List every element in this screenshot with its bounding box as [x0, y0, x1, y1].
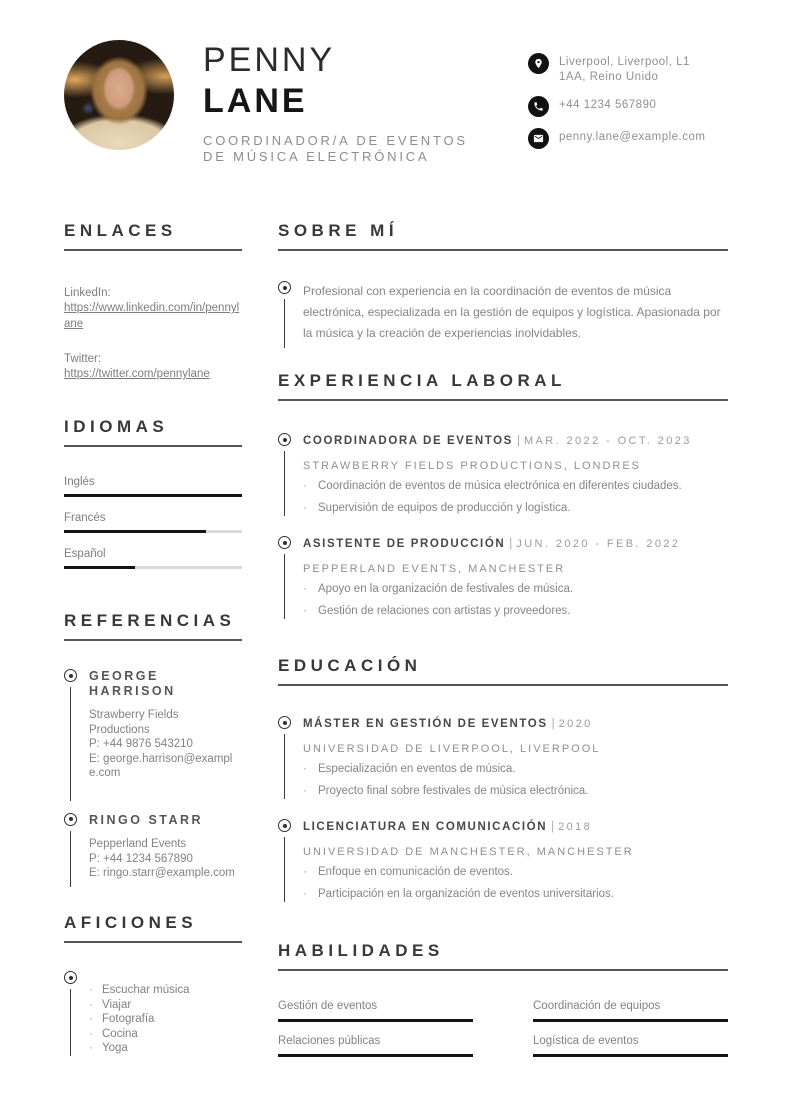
title-separator: |: [509, 538, 513, 550]
job-company: PEPPERLAND EVENTS, MANCHESTER: [303, 563, 566, 575]
bullet-text: Participación en la organización de eventos universitarios.: [318, 888, 614, 900]
circle-dot-icon: [278, 281, 291, 294]
reference-org: Strawberry Fields Productions: [89, 709, 179, 736]
section-heading-enlaces: ENLACES: [64, 221, 177, 240]
timeline-line: [70, 687, 72, 801]
bullet-column: [64, 971, 77, 1056]
bullet-dot: ·: [303, 480, 307, 492]
bullet-dot: ·: [303, 763, 307, 775]
job-title: [203, 133, 468, 164]
bullet-column: [278, 433, 291, 516]
language-row: [64, 511, 242, 533]
job-company: STRAWBERRY FIELDS PRODUCTIONS, LONDRES: [303, 460, 642, 472]
reference-email: E: ringo.starr@example.com: [89, 867, 235, 880]
skill-bar-track: [278, 1054, 473, 1057]
section-rule: [64, 445, 242, 447]
section-rule: [64, 639, 242, 641]
bullet-text: Supervisión de equipos de producción y logística.: [318, 502, 571, 514]
circle-dot-icon: [278, 433, 291, 446]
section-educacion: [278, 655, 728, 922]
circle-dot-icon: [64, 971, 77, 984]
first-name: PENNY: [203, 41, 336, 79]
skill-item: [533, 999, 728, 1022]
timeline-line: [284, 837, 286, 902]
skill-name: Gestión de eventos: [278, 1000, 378, 1012]
linkedin-link[interactable]: https://www.linkedin.com/in/pennylane: [64, 302, 240, 330]
bullet-column: [278, 536, 291, 619]
location-text: Liverpool, Liverpool, L1 1AA, Reino Unido: [559, 56, 690, 83]
last-name: LANE: [203, 82, 308, 120]
bullet-dot: ·: [303, 866, 307, 878]
skill-grid: [278, 999, 728, 1057]
hobby-line: [89, 1012, 242, 1027]
section-heading-educacion: EDUCACIÓN: [278, 656, 422, 675]
entry-bullet: [303, 604, 728, 619]
hobby-line: [89, 1027, 242, 1042]
circle-dot-icon: [278, 716, 291, 729]
reference-phone: P: +44 1234 567890: [89, 852, 193, 865]
email-text: penny.lane@example.com: [559, 131, 706, 143]
degree-school: UNIVERSIDAD DE LIVERPOOL, LIVERPOOL: [303, 743, 601, 755]
language-row: [64, 547, 242, 569]
circle-dot-icon: [64, 813, 77, 826]
circle-dot-icon: [278, 536, 291, 549]
entry-bullet: [303, 865, 728, 880]
section-referencias: [64, 610, 242, 899]
degree-dates: 2018: [558, 821, 593, 833]
timeline-line: [284, 451, 286, 516]
section-idiomas: [64, 416, 242, 583]
entry-bullet: [303, 762, 728, 777]
bullet-dot: ·: [89, 998, 93, 1011]
name-block: [203, 38, 468, 164]
hobbies-item: [64, 971, 242, 1056]
section-rule: [64, 941, 242, 943]
section-rule: [278, 249, 728, 251]
degree-title: LICENCIATURA EN COMUNICACIÓN: [303, 821, 548, 833]
entry-title-row: [303, 536, 728, 552]
language-name: Inglés: [64, 476, 95, 488]
skill-item: [278, 1034, 473, 1057]
entry-title-row: [303, 716, 728, 732]
email-icon: [528, 128, 549, 149]
job-title-line1: COORDINADOR/A DE EVENTOS: [203, 133, 468, 148]
job-title-line2: DE MÚSICA ELECTRÓNICA: [203, 148, 430, 164]
link-label: Twitter:: [64, 353, 102, 365]
education-entry: [278, 716, 728, 799]
hobby-text: Viajar: [102, 998, 132, 1011]
degree-dates: 2020: [558, 718, 593, 730]
reference-name: GEORGE HARRISON: [89, 669, 176, 698]
skill-item: [533, 1034, 728, 1057]
title-separator: |: [551, 821, 555, 833]
job-position: ASISTENTE DE PRODUCCIÓN: [303, 538, 506, 550]
entry-title-row: [303, 819, 728, 835]
reference-details: [89, 837, 241, 887]
bullet-dot: ·: [89, 1042, 93, 1055]
reference-email: E: george.harrison@example.com: [89, 752, 233, 780]
experience-entry: [278, 536, 728, 619]
about-item: [278, 281, 728, 348]
entry-title-row: [303, 433, 728, 449]
skill-item: [278, 999, 473, 1022]
bullet-text: Enfoque en comunicación de eventos.: [318, 866, 513, 878]
entry-bullets: [303, 762, 728, 799]
title-separator: |: [551, 718, 555, 730]
skill-bar-track: [533, 1019, 728, 1022]
hobby-text: Yoga: [102, 1042, 128, 1055]
section-heading-sobre-mi: SOBRE MÍ: [278, 221, 399, 240]
language-row: [64, 475, 242, 497]
reference-phone: P: +44 9876 543210: [89, 738, 193, 751]
skill-bar-fill: [533, 1054, 728, 1057]
phone-text: +44 1234 567890: [559, 99, 657, 111]
hobby-list: [89, 983, 242, 1056]
language-bar-track: [64, 566, 242, 569]
link-item-twitter: [64, 352, 242, 383]
bullet-dot: ·: [303, 583, 307, 595]
bullet-dot: ·: [303, 502, 307, 514]
bullet-column: [64, 813, 77, 887]
entry-bullet: [303, 582, 728, 597]
section-rule: [278, 684, 728, 686]
section-enlaces: [64, 220, 242, 383]
language-bar-track: [64, 494, 242, 497]
about-text: Profesional con experiencia en la coordinación de eventos de música electrónica, especializada en la gestión de equipos y logística. Apasionada por la música y la creación de experiencias inolvidables.: [303, 284, 721, 340]
bullet-column: [278, 716, 291, 799]
hobby-text: Escuchar música: [102, 984, 190, 996]
section-habilidades: [278, 940, 728, 1057]
job-dates: JUN. 2020 - FEB. 2022: [516, 538, 681, 550]
section-heading-referencias: REFERENCIAS: [64, 611, 236, 630]
bullet-text: Proyecto final sobre festivales de música electrónica.: [318, 785, 589, 797]
hobby-line: [89, 1041, 242, 1056]
link-item-linkedin: [64, 286, 242, 332]
language-bar-fill: [64, 566, 135, 569]
contact-email: [528, 128, 778, 149]
skill-bar-fill: [278, 1054, 473, 1057]
timeline-line: [284, 734, 286, 799]
degree-school: UNIVERSIDAD DE MANCHESTER, MANCHESTER: [303, 846, 634, 858]
hobby-line: [89, 983, 242, 998]
entry-bullet: [303, 887, 728, 902]
section-experiencia: [278, 370, 728, 639]
bullet-text: Especialización en eventos de música.: [318, 763, 516, 775]
skill-name: Relaciones públicas: [278, 1035, 381, 1047]
degree-title: MÁSTER EN GESTIÓN DE EVENTOS: [303, 718, 548, 730]
contact-phone: [528, 96, 778, 117]
hobby-line: [89, 998, 242, 1013]
reference-name: RINGO STARR: [89, 812, 204, 827]
language-name: Español: [64, 548, 106, 560]
timeline-line: [284, 554, 286, 619]
bullet-dot: ·: [89, 1013, 93, 1026]
language-bar-fill: [64, 530, 206, 533]
bullet-dot: ·: [303, 605, 307, 617]
bullet-column: [278, 281, 291, 348]
skill-name: Coordinación de equipos: [533, 1000, 661, 1012]
hobby-text: Cocina: [102, 1027, 138, 1040]
bullet-text: Gestión de relaciones con artistas y proveedores.: [318, 605, 571, 617]
bullet-text: Coordinación de eventos de música electrónica en diferentes ciudades.: [318, 480, 682, 492]
job-position: COORDINADORA DE EVENTOS: [303, 435, 513, 447]
section-heading-idiomas: IDIOMAS: [64, 417, 169, 436]
job-dates: MAR. 2022 - OCT. 2023: [523, 435, 692, 447]
skill-bar-fill: [278, 1019, 473, 1022]
reference-org: Pepperland Events: [89, 837, 187, 850]
reference-details: [89, 708, 241, 801]
timeline-line: [284, 299, 286, 348]
section-rule: [64, 249, 242, 251]
language-name: Francés: [64, 512, 106, 524]
entry-bullets: [303, 479, 728, 516]
skill-bar-track: [278, 1019, 473, 1022]
section-aficiones: [64, 912, 242, 1056]
section-heading-experiencia: EXPERIENCIA LABORAL: [278, 371, 566, 390]
section-sobre-mi: [278, 220, 728, 348]
entry-bullet: [303, 784, 728, 799]
language-bar-track: [64, 530, 242, 533]
location-pin-icon: [528, 53, 549, 74]
bullet-dot: ·: [89, 984, 93, 996]
bullet-column: [64, 669, 77, 801]
bullet-column: [278, 819, 291, 902]
contact-block: [528, 53, 778, 149]
bullet-text: Apoyo en la organización de festivales de música.: [318, 583, 574, 595]
hobby-text: Fotografía: [102, 1013, 155, 1026]
circle-dot-icon: [64, 669, 77, 682]
profile-photo: [64, 40, 174, 150]
entry-bullet: [303, 501, 728, 516]
section-heading-habilidades: HABILIDADES: [278, 941, 444, 960]
language-bar-fill: [64, 494, 242, 497]
twitter-link[interactable]: https://twitter.com/pennylane: [64, 368, 210, 380]
education-entry: [278, 819, 728, 902]
bullet-dot: ·: [89, 1027, 93, 1040]
link-label: LinkedIn:: [64, 287, 111, 299]
reference-item: [64, 813, 242, 887]
timeline-line: [70, 831, 72, 887]
skill-name: Logística de eventos: [533, 1035, 639, 1047]
entry-bullets: [303, 865, 728, 902]
bullet-dot: ·: [303, 785, 307, 797]
phone-icon: [528, 96, 549, 117]
entry-bullet: [303, 479, 728, 494]
section-rule: [278, 399, 728, 401]
experience-entry: [278, 433, 728, 516]
title-separator: |: [516, 435, 520, 447]
timeline-line: [70, 989, 72, 1056]
entry-bullets: [303, 582, 728, 619]
section-heading-aficiones: AFICIONES: [64, 913, 198, 932]
skill-bar-track: [533, 1054, 728, 1057]
skill-bar-fill: [533, 1019, 728, 1022]
reference-item: [64, 669, 242, 801]
circle-dot-icon: [278, 819, 291, 832]
contact-location: [528, 53, 778, 85]
bullet-dot: ·: [303, 888, 307, 900]
section-rule: [278, 969, 728, 971]
